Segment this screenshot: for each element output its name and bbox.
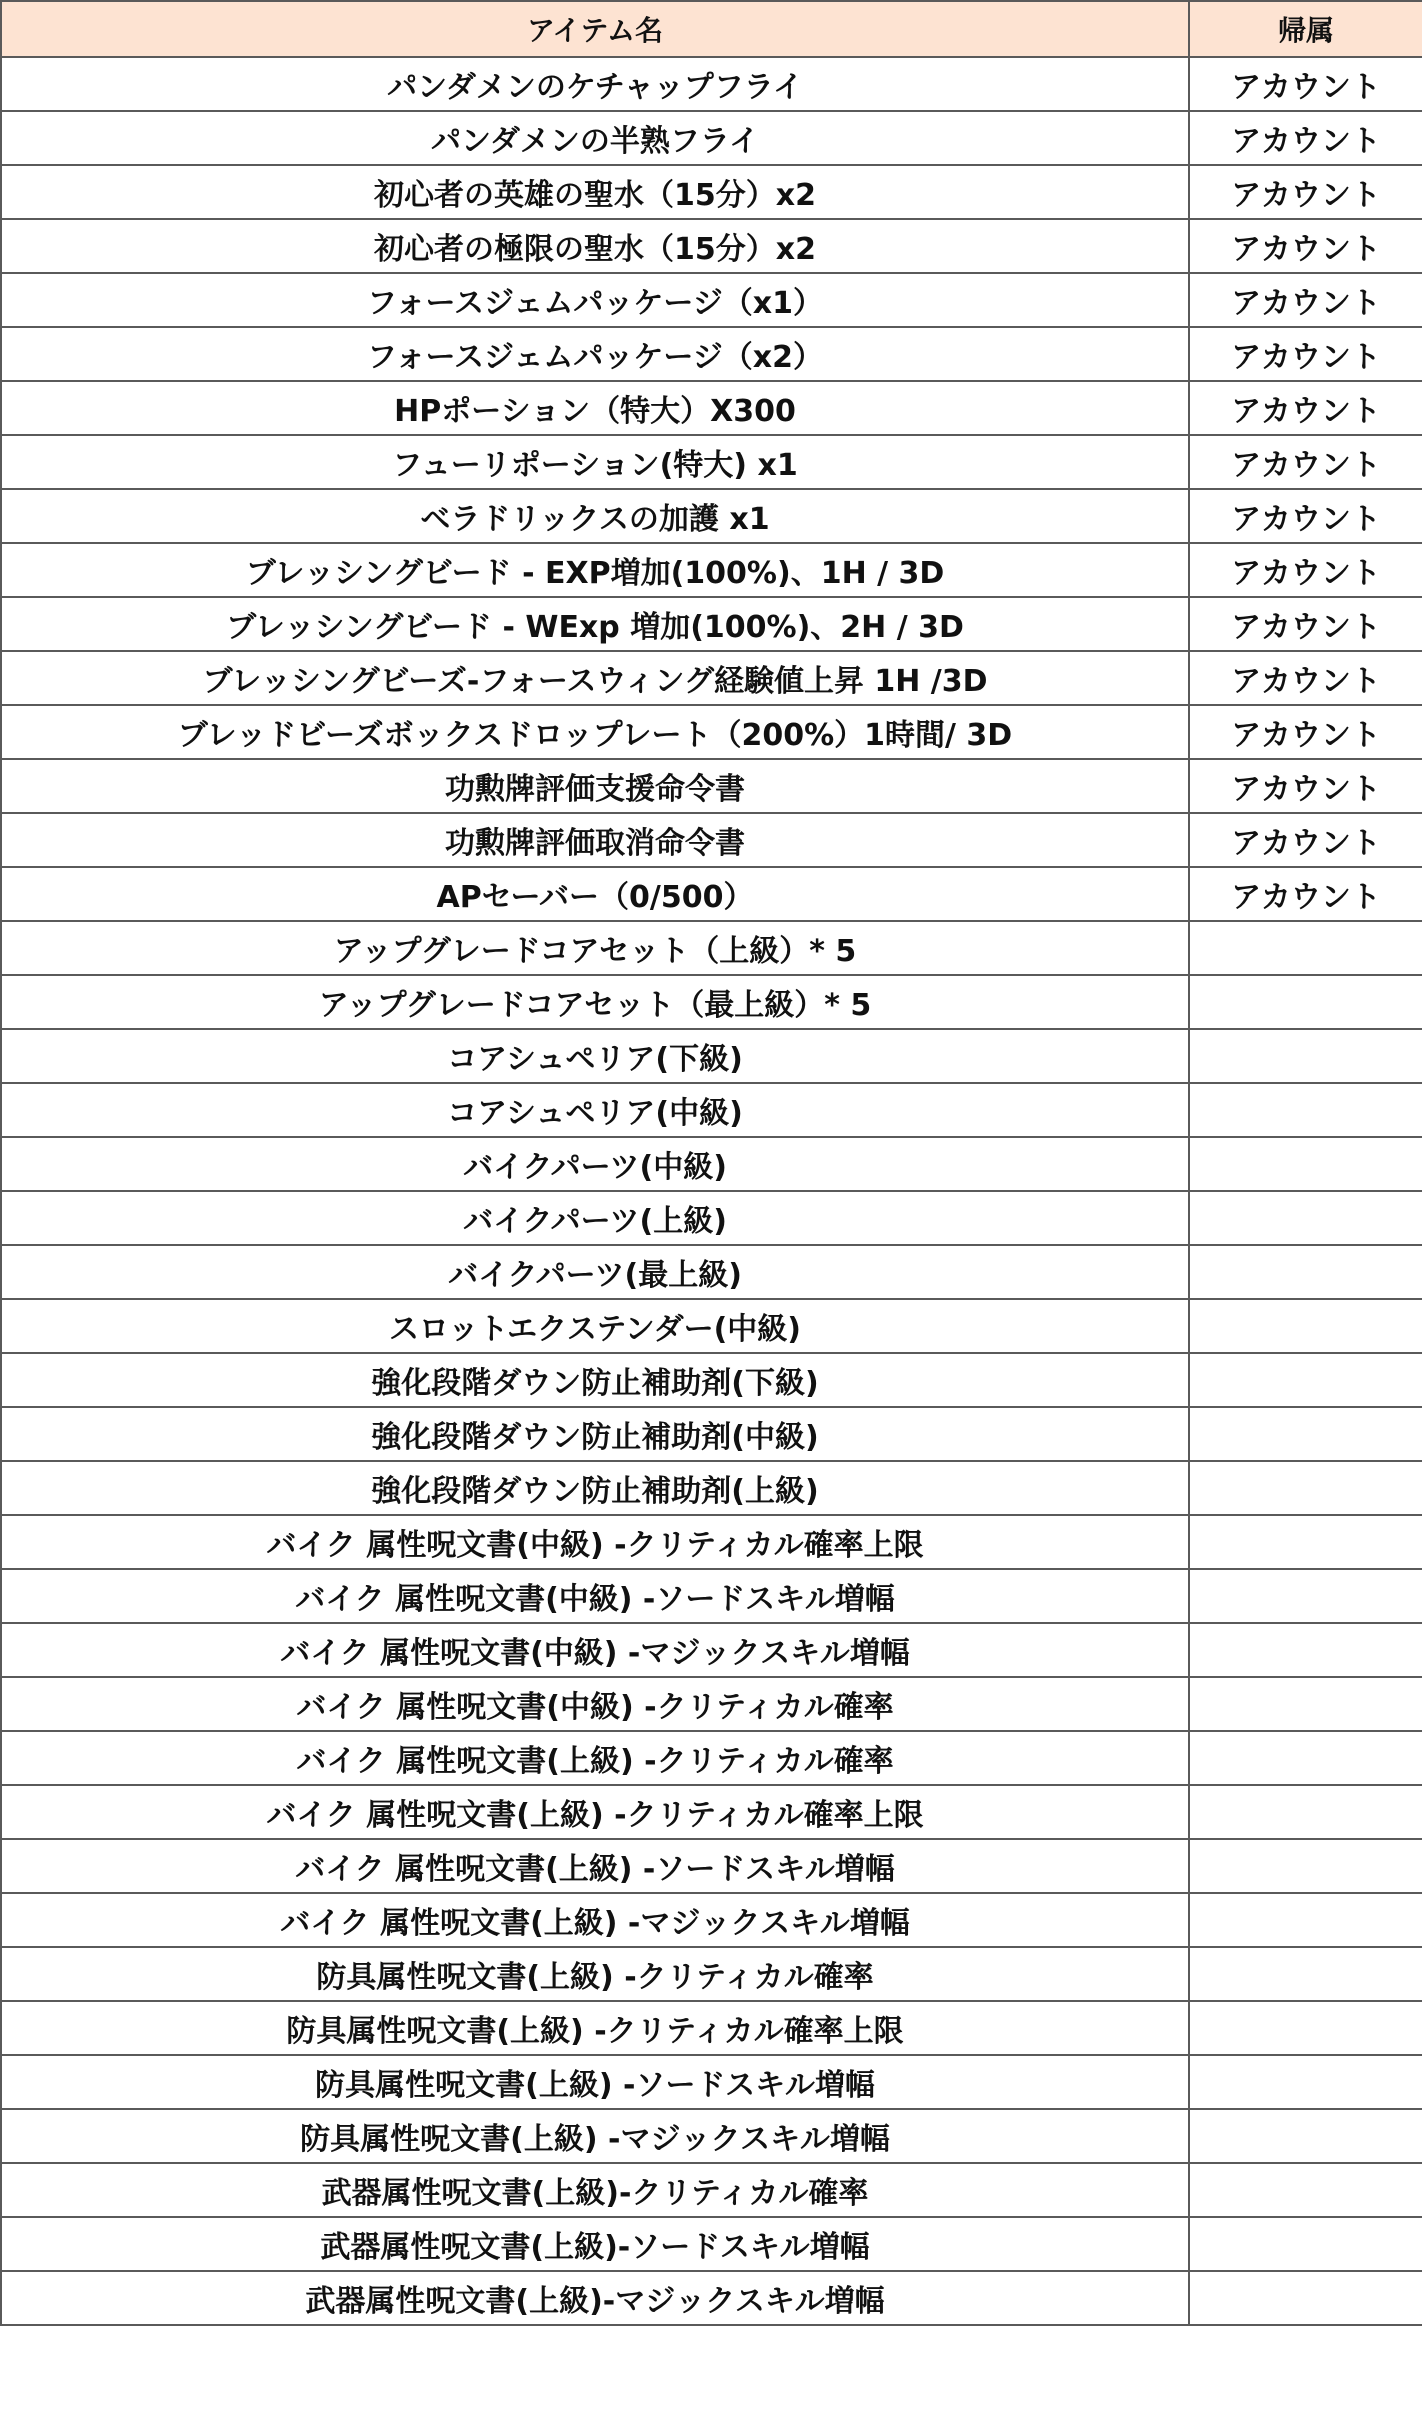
item-name-cell: フォースジェムパッケージ（x2） [1,327,1189,381]
binding-cell [1189,2055,1422,2109]
binding-cell: アカウント [1189,597,1422,651]
item-name-cell: APセーバー（0/500） [1,867,1189,921]
item-name-cell: ブレッシングビード - WExp 増加(100%)、2H / 3D [1,597,1189,651]
binding-cell [1189,2163,1422,2217]
item-name-cell: ブレッドビーズボックスドロップレート（200%）1時間/ 3D [1,705,1189,759]
item-name-cell: ブレッシングビーズ-フォースウィング経験値上昇 1H /3D [1,651,1189,705]
item-name-cell: 防具属性呪文書(上級) -マジックスキル増幅 [1,2109,1189,2163]
table-row [1,543,1422,597]
binding-cell [1189,1623,1422,1677]
table-row [1,651,1422,705]
table-row [1,165,1422,219]
binding-cell [1189,1245,1422,1299]
item-name-cell: 初心者の英雄の聖水（15分）x2 [1,165,1189,219]
item-name-cell: バイク 属性呪文書(上級) -ソードスキル増幅 [1,1839,1189,1893]
table-row [1,1029,1422,1083]
item-name-cell: 初心者の極限の聖水（15分）x2 [1,219,1189,273]
binding-cell: アカウント [1189,327,1422,381]
table-row [1,57,1422,111]
binding-cell [1189,921,1422,975]
item-name-cell: バイクパーツ(上級) [1,1191,1189,1245]
item-name-cell: 強化段階ダウン防止補助剤(下級) [1,1353,1189,1407]
table-row [1,705,1422,759]
item-name-cell: ブレッシングビード - EXP増加(100%)、1H / 3D [1,543,1189,597]
item-name-cell: バイク 属性呪文書(中級) -マジックスキル増幅 [1,1623,1189,1677]
item-name-cell: 強化段階ダウン防止補助剤(上級) [1,1461,1189,1515]
binding-cell [1189,2001,1422,2055]
item-name-cell: パンダメンの半熟フライ [1,111,1189,165]
binding-cell: アカウント [1189,111,1422,165]
binding-cell [1189,1785,1422,1839]
item-name-cell: パンダメンのケチャップフライ [1,57,1189,111]
table-row [1,2163,1422,2217]
item-name-cell: アップグレードコアセット（上級）* 5 [1,921,1189,975]
binding-cell: アカウント [1189,273,1422,327]
table-body [1,57,1422,2325]
binding-cell [1189,1461,1422,1515]
table-row [1,813,1422,867]
table-row [1,1785,1422,1839]
binding-cell [1189,1299,1422,1353]
column-header-item-name: アイテム名 [1,1,1189,57]
table-row [1,1731,1422,1785]
item-name-cell: ベラドリックスの加護 x1 [1,489,1189,543]
binding-cell [1189,2271,1422,2325]
table-row [1,273,1422,327]
table-row [1,1569,1422,1623]
table-row [1,921,1422,975]
table-row [1,1137,1422,1191]
item-name-cell: HPポーション（特大）X300 [1,381,1189,435]
binding-cell [1189,1407,1422,1461]
table-header-row [1,1,1422,57]
binding-cell: アカウント [1189,651,1422,705]
binding-cell: アカウント [1189,435,1422,489]
table-row [1,2271,1422,2325]
binding-cell [1189,1515,1422,1569]
binding-cell [1189,1947,1422,2001]
binding-cell [1189,1029,1422,1083]
item-name-cell: 防具属性呪文書(上級) -クリティカル確率 [1,1947,1189,2001]
item-name-cell: バイク 属性呪文書(上級) -マジックスキル増幅 [1,1893,1189,1947]
table-row [1,1677,1422,1731]
table-row [1,759,1422,813]
item-name-cell: 功勲牌評価支援命令書 [1,759,1189,813]
binding-cell: アカウント [1189,759,1422,813]
table-row [1,1893,1422,1947]
item-name-cell: アップグレードコアセット（最上級）* 5 [1,975,1189,1029]
item-name-cell: フューリポーション(特大) x1 [1,435,1189,489]
binding-cell: アカウント [1189,705,1422,759]
binding-cell [1189,1137,1422,1191]
item-name-cell: 武器属性呪文書(上級)-ソードスキル増幅 [1,2217,1189,2271]
table-row [1,327,1422,381]
table-row [1,1623,1422,1677]
item-name-cell: フォースジェムパッケージ（x1） [1,273,1189,327]
table-row [1,381,1422,435]
table-row [1,489,1422,543]
item-name-cell: バイクパーツ(中級) [1,1137,1189,1191]
item-name-cell: 強化段階ダウン防止補助剤(中級) [1,1407,1189,1461]
table-row [1,1515,1422,1569]
table-row [1,1407,1422,1461]
table-row [1,975,1422,1029]
item-name-cell: バイク 属性呪文書(中級) -クリティカル確率 [1,1677,1189,1731]
table-row [1,1191,1422,1245]
table-row [1,2055,1422,2109]
item-name-cell: スロットエクステンダー(中級) [1,1299,1189,1353]
column-header-binding: 帰属 [1189,1,1422,57]
binding-cell [1189,1191,1422,1245]
binding-cell: アカウント [1189,867,1422,921]
item-name-cell: コアシュペリア(中級) [1,1083,1189,1137]
item-name-cell: バイク 属性呪文書(上級) -クリティカル確率 [1,1731,1189,1785]
binding-cell: アカウント [1189,489,1422,543]
table-row [1,1245,1422,1299]
binding-cell [1189,1893,1422,1947]
item-name-cell: バイクパーツ(最上級) [1,1245,1189,1299]
binding-cell [1189,1083,1422,1137]
binding-cell: アカウント [1189,165,1422,219]
item-name-cell: バイク 属性呪文書(中級) -ソードスキル増幅 [1,1569,1189,1623]
item-name-cell: 武器属性呪文書(上級)-マジックスキル増幅 [1,2271,1189,2325]
table-row [1,867,1422,921]
item-name-cell: 武器属性呪文書(上級)-クリティカル確率 [1,2163,1189,2217]
item-name-cell: 防具属性呪文書(上級) -ソードスキル増幅 [1,2055,1189,2109]
table-row [1,219,1422,273]
table-row [1,1353,1422,1407]
table-row [1,1083,1422,1137]
table-row [1,2109,1422,2163]
table-row [1,1947,1422,2001]
binding-cell [1189,1677,1422,1731]
binding-cell [1189,1731,1422,1785]
item-name-cell: バイク 属性呪文書(中級) -クリティカル確率上限 [1,1515,1189,1569]
binding-cell: アカウント [1189,219,1422,273]
item-name-cell: コアシュペリア(下級) [1,1029,1189,1083]
binding-cell: アカウント [1189,57,1422,111]
table-row [1,597,1422,651]
binding-cell [1189,1839,1422,1893]
table-row [1,2001,1422,2055]
binding-cell [1189,1353,1422,1407]
table-row [1,1299,1422,1353]
binding-cell: アカウント [1189,813,1422,867]
table-row [1,111,1422,165]
table-row [1,2217,1422,2271]
binding-cell: アカウント [1189,381,1422,435]
binding-cell [1189,1569,1422,1623]
binding-cell: アカウント [1189,543,1422,597]
item-name-cell: 防具属性呪文書(上級) -クリティカル確率上限 [1,2001,1189,2055]
item-name-cell: 功勲牌評価取消命令書 [1,813,1189,867]
binding-cell [1189,2217,1422,2271]
binding-cell [1189,2109,1422,2163]
table-row [1,1839,1422,1893]
table-row [1,1461,1422,1515]
binding-cell [1189,975,1422,1029]
table-row [1,435,1422,489]
item-name-cell: バイク 属性呪文書(上級) -クリティカル確率上限 [1,1785,1189,1839]
